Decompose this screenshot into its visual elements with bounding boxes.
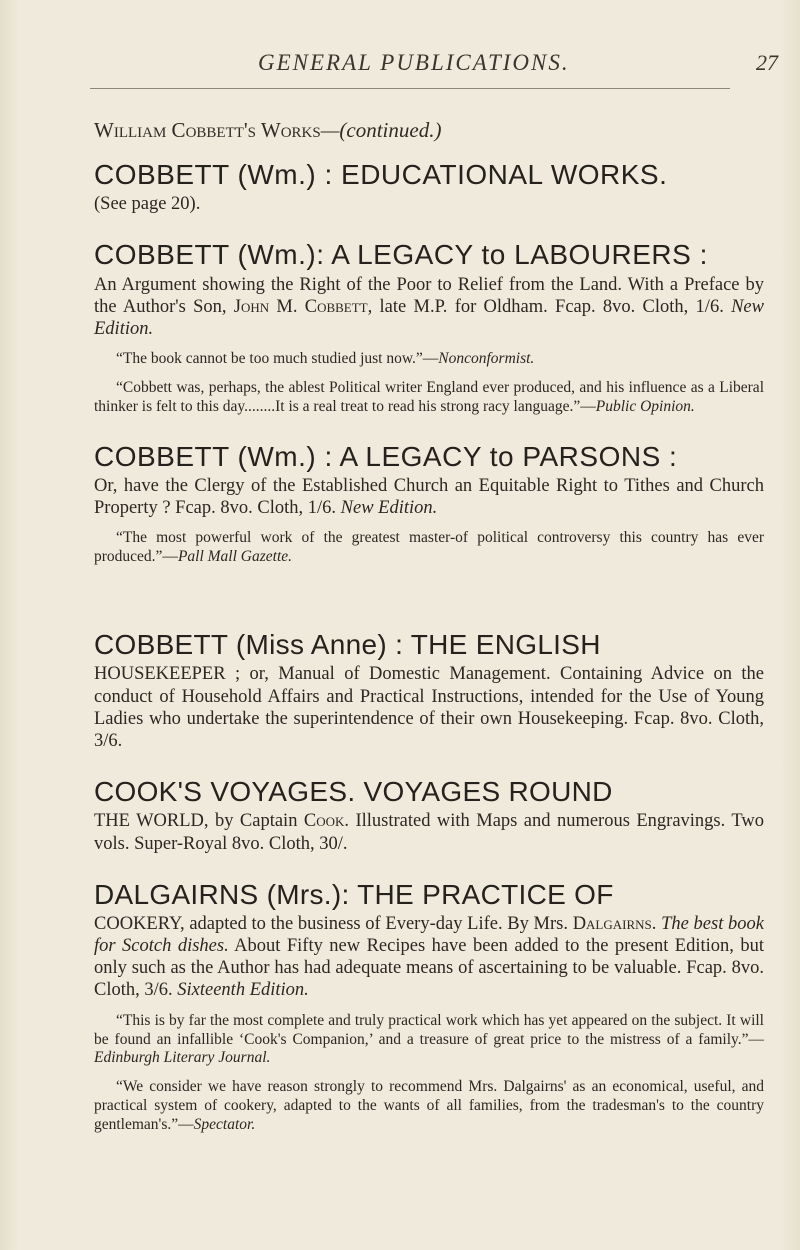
review-source: Pall Mall Gazette. <box>177 548 293 566</box>
description-text: Or, have the Clergy of the Established Church an Equitable Right to Tithes and Church Property ? Fcap. 8vo. Cloth, 1/6. <box>94 476 764 519</box>
review-source: Public Opinion. <box>595 397 695 415</box>
catalogue-content <box>94 118 764 1159</box>
entry-title: COBBETT (Wm.): A LEGACY to LABOURERS : <box>94 239 708 271</box>
review-quote <box>94 1078 764 1135</box>
entry-description <box>94 475 764 519</box>
entry-description <box>94 913 764 1002</box>
description-text: About Fifty new Recipes have been added to the present Edition, but only such as the Author has had adequate means of ascertaining to be valuable. Fcap. 8vo. Cloth, 3/6. <box>94 936 764 1001</box>
series-heading <box>94 118 764 143</box>
catalogue-entry <box>94 776 764 855</box>
review-text: “Cobbett was, perhaps, the ablest Political writer England ever produced, and his influence as a Liberal thinker is felt to this day........It is a real treat to read his strong racy language.”— <box>94 379 764 415</box>
edition-note: Sixteenth Edition. <box>177 980 309 1001</box>
page-header <box>0 50 800 90</box>
entry-description <box>94 810 764 854</box>
author-name: John M. Cobbett <box>233 296 368 317</box>
entry-title: COBBETT (Wm.) : A LEGACY to PARSONS : <box>94 440 678 472</box>
author-name: Cook <box>303 811 345 832</box>
entry-title: COOK'S VOYAGES. VOYAGES ROUND <box>94 776 613 808</box>
description-text: COOKERY, adapted to the business of Every-day Life. By Mrs. <box>94 913 573 934</box>
entry-description <box>94 274 764 341</box>
review-quote <box>94 379 764 417</box>
catalogue-entry <box>94 629 764 752</box>
description-text: , late M.P. for Oldham. Fcap. 8vo. Cloth, 1/6. <box>367 296 732 317</box>
series-continued: —(continued.) <box>320 118 442 142</box>
series-name: William Cobbett's Works <box>94 118 321 142</box>
description-text: THE WORLD, by Captain <box>94 811 304 832</box>
review-text: “We consider we have reason strongly to recommend Mrs. Dalgairns' as an economical, useful, and practical system of cookery, adapted to the wants of all families, from the tradesman's to the country gentleman's.”— <box>94 1078 764 1134</box>
running-head: GENERAL PUBLICATIONS. <box>258 50 570 75</box>
edition-note: New Edition. <box>340 498 438 519</box>
author-name: Dalgairns <box>572 913 652 934</box>
review-source: Edinburgh Literary Journal. <box>94 1049 271 1067</box>
entry-description: HOUSEKEEPER ; or, Manual of Domestic Management. Containing Advice on the conduct of Household Affairs and Practical Instructions, intended for the Use of Young Ladies who undertake the superintendence of their own Housekeeping. Fcap. 8vo. Cloth, 3/6. <box>94 664 764 751</box>
catalogue-entry <box>94 239 764 416</box>
description-text: An Argument showing the Right of the Poor to Relief from the Land. With a Preface by the Author's Son, <box>94 274 764 317</box>
page-number: 27 <box>756 50 778 75</box>
catalogue-entry <box>94 159 764 215</box>
review-quote <box>94 350 764 369</box>
catalogue-entry <box>94 441 764 567</box>
review-quote <box>94 1012 764 1069</box>
description-text: . <box>651 913 662 934</box>
entry-description: (See page 20). <box>94 194 201 215</box>
entry-title: COBBETT (Miss Anne) : THE ENGLISH <box>94 629 601 661</box>
review-source: Spectator. <box>193 1116 256 1134</box>
review-text: “This is by far the most complete and truly practical work which has yet appeared on the subject. It will be found an infallible ‘Cook's Companion,’ and a treasure of great price to the mistress of a family.”— <box>94 1011 764 1048</box>
header-rule <box>90 88 730 89</box>
description-text: . Illustrated with Maps and numerous Engravings. Two vols. Super-Royal 8vo. Cloth, 30/. <box>94 811 764 854</box>
edition-note: New Edition. <box>94 296 764 339</box>
review-text: “The most powerful work of the greatest master-of political controversy this country has ever produced.”— <box>94 529 764 566</box>
catalogue-entry <box>94 879 764 1135</box>
review-quote <box>94 529 764 567</box>
entry-title: COBBETT (Wm.) : EDUCATIONAL WORKS. <box>94 159 668 190</box>
review-text: “The book cannot be too much studied just now.”— <box>116 350 439 368</box>
entry-title: DALGAIRNS (Mrs.): THE PRACTICE OF <box>94 878 614 910</box>
tagline: The best book for Scotch dishes. <box>94 913 765 957</box>
review-source: Nonconformist. <box>438 350 535 368</box>
